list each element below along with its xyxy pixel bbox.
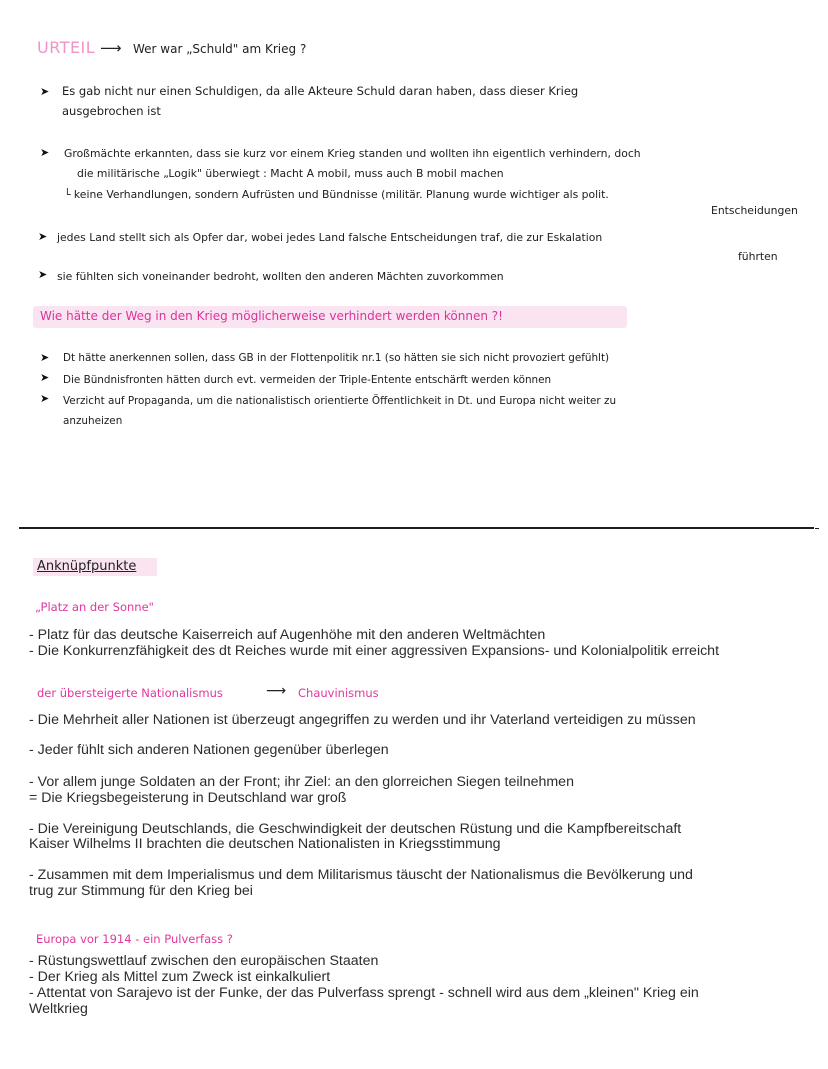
bullet-arrow-icon: ➤ [40, 351, 50, 364]
arrow-right-icon: ⟶ [100, 39, 122, 57]
sonne-heading: „Platz an der Sonne" [35, 600, 154, 614]
bullet-line: Entscheidungen [711, 204, 798, 217]
body-line: - Platz für das deutsche Kaiserreich auf Augenhöhe mit den anderen Weltmächten [29, 627, 546, 643]
bullet-line: └ keine Verhandlungen, sondern Aufrüsten und Bündnisse (militär. Planung wurde wichtiger als polit. [64, 188, 609, 201]
bullet-arrow-icon: ➤ [40, 392, 50, 405]
bullet-arrow-icon: ➤ [40, 371, 50, 384]
body-line: - Die Konkurrenzfähigkeit des dt Reiches wurde mit einer aggressiven Expansions- und Kolonialpolitik erreicht [29, 643, 720, 659]
bullet-line: die militärische „Logik" überwiegt : Macht A mobil, muss auch B mobil machen [77, 167, 504, 180]
ankn-title: Anknüpfpunkte [37, 559, 137, 574]
body-line: - Die Mehrheit aller Nationen ist überzeugt angegriffen zu werden und ihr Vaterland verteidigen zu müssen [29, 712, 696, 728]
bullet-arrow-icon: ➤ [40, 146, 50, 159]
bullet-line: Großmächte erkannten, dass sie kurz vor einem Krieg standen und wollten ihn eigentlich verhindern, doch [64, 147, 641, 160]
bullet-line: Es gab nicht nur einen Schuldigen, da alle Akteure Schuld daran haben, dass dieser Krieg [62, 84, 579, 98]
body-line: - Jeder fühlt sich anderen Nationen gegenüber überlegen [29, 742, 389, 758]
bullet-arrow-icon: ➤ [38, 230, 48, 243]
section-divider [19, 527, 814, 529]
chauvinismus-heading: Chauvinismus [298, 686, 379, 700]
prevention-question: Wie hätte der Weg in den Krieg möglicherweise verhindert werden können ?! [40, 309, 503, 323]
bullet-arrow-icon: ➤ [40, 85, 50, 98]
body-line: - Der Krieg als Mittel zum Zweck ist einkalkuliert [29, 969, 331, 985]
body-line: Weltkrieg [29, 1001, 88, 1017]
divider-tail [815, 528, 819, 529]
bullet-line: Die Bündnisfronten hätten durch evt. vermeiden der Triple-Entente entschärft werden können [63, 374, 552, 386]
body-line: Kaiser Wilhelms II brachten die deutschen Nationalisten in Kriegsstimmung [29, 836, 501, 852]
bullet-arrow-icon: ➤ [38, 268, 48, 281]
pulverfass-heading: Europa vor 1914 - ein Pulverfass ? [36, 932, 233, 946]
body-line: - Attentat von Sarajevo ist der Funke, der das Pulverfass sprengt - schnell wird aus dem „kleinen" Krieg ein [29, 985, 699, 1001]
body-line: - Vor allem junge Soldaten an der Front; ihr Ziel: an den glorreichen Siegen teilnehmen [29, 774, 574, 790]
bullet-line: Dt hätte anerkennen sollen, dass GB in der Flottenpolitik nr.1 (so hätten sie sich nicht provoziert gefühlt) [63, 352, 610, 364]
bullet-line: anzuheizen [63, 415, 123, 427]
arrow-right-icon: ⟶ [266, 683, 287, 699]
bullet-line: sie fühlten sich voneinander bedroht, wollten den anderen Mächten zuvorkommen [57, 270, 504, 283]
bullet-line: führten [738, 250, 778, 263]
body-line: - Zusammen mit dem Imperialismus und dem Militarismus täuscht der Nationalismus die Bevölkerung und [29, 867, 693, 883]
bullet-line: Verzicht auf Propaganda, um die nationalistisch orientierte Öffentlichkeit in Dt. und Europa nicht weiter zu [63, 395, 617, 407]
body-line: - Rüstungswettlauf zwischen den europäischen Staaten [29, 953, 379, 969]
bullet-line: ausgebrochen ist [62, 104, 161, 118]
nation-heading: der übersteigerte Nationalismus [37, 686, 223, 700]
bullet-line: jedes Land stellt sich als Opfer dar, wobei jedes Land falsche Entscheidungen traf, die zur Eskalation [57, 231, 603, 244]
body-line: = Die Kriegsbegeisterung in Deutschland war groß [29, 790, 347, 806]
urteil-question: Wer war „Schuld" am Krieg ? [133, 42, 307, 56]
urteil-heading: URTEIL [37, 38, 96, 57]
body-line: trug zur Stimmung für den Krieg bei [29, 883, 253, 899]
body-line: - Die Vereinigung Deutschlands, die Geschwindigkeit der deutschen Rüstung und die Kampfbereitschaft [29, 821, 682, 837]
